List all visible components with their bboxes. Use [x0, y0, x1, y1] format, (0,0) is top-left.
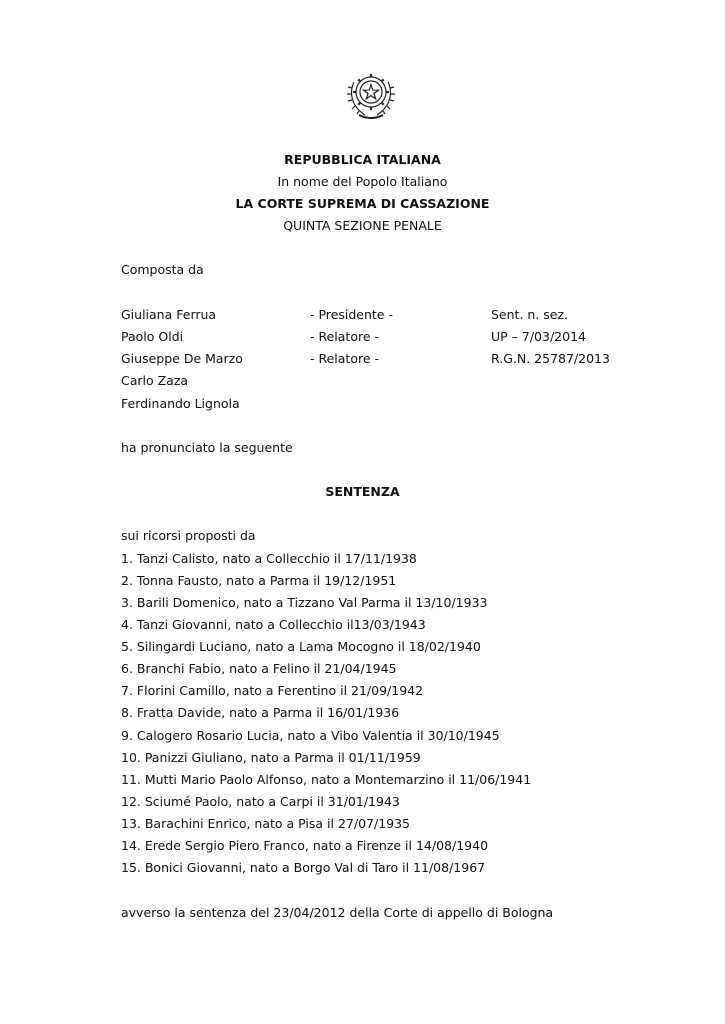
member-role: - Relatore - — [310, 351, 380, 366]
header-in-name: In nome del Popolo Italiano — [277, 174, 448, 189]
member-role: - Presidente - — [310, 307, 393, 322]
list-item: 15. Bonici Giovanni, nato a Borgo Val di Taro il 11/08/1967 — [121, 860, 486, 875]
case-info: UP – 7/03/2014 — [491, 329, 586, 344]
list-item: 1. Tanzi Calisto, nato a Collecchio il 17/11/1938 — [121, 551, 417, 566]
list-item: 9. Calogero Rosario Lucia, nato a Vibo Valentia il 30/10/1945 — [121, 728, 500, 743]
list-item: 6. Branchi Fabio, nato a Felino il 21/04/1945 — [121, 661, 397, 676]
list-item: 11. Mutti Mario Paolo Alfonso, nato a Montemarzino il 11/06/1941 — [121, 772, 532, 787]
member-name: Giuseppe De Marzo — [121, 351, 243, 366]
header-republic: REPUBBLICA ITALIANA — [284, 152, 441, 167]
case-info: Sent. n. sez. — [491, 307, 569, 322]
list-item: 10. Panizzi Giuliano, nato a Parma il 01/11/1959 — [121, 750, 421, 765]
appeals-intro: sui ricorsi proposti da — [121, 528, 256, 543]
list-item: 5. Silingardi Luciano, nato a Lama Mocogno il 18/02/1940 — [121, 639, 481, 654]
list-item: 8. Fratta Davide, nato a Parma il 16/01/1936 — [121, 705, 400, 720]
member-role: - Relatore - — [310, 329, 380, 344]
list-item: 14. Erede Sergio Piero Franco, nato a Firenze il 14/08/1940 — [121, 838, 489, 853]
composition-intro: Composta da — [121, 262, 204, 277]
member-name: Ferdinando Lignola — [121, 396, 240, 411]
pronounce-text: ha pronunciato la seguente — [121, 440, 293, 455]
against-text: avverso la sentenza del 23/04/2012 della Corte di appello di Bologna — [121, 905, 554, 920]
list-item: 7. Florini Camillo, nato a Ferentino il 21/09/1942 — [121, 683, 424, 698]
list-item: 4. Tanzi Giovanni, nato a Collecchio il13/03/1943 — [121, 617, 426, 632]
list-item: 2. Tonna Fausto, nato a Parma il 19/12/1951 — [121, 573, 397, 588]
header-court: LA CORTE SUPREMA DI CASSAZIONE — [235, 196, 490, 211]
member-name: Giuliana Ferrua — [121, 307, 217, 322]
member-name: Paolo Oldi — [121, 329, 184, 344]
italian-republic-emblem-icon — [345, 68, 397, 122]
case-info: R.G.N. 25787/2013 — [491, 351, 610, 366]
list-item: 13. Barachini Enrico, nato a Pisa il 27/07/1935 — [121, 816, 411, 831]
member-name: Carlo Zaza — [121, 373, 189, 388]
list-item: 3. Barili Domenico, nato a Tizzano Val Parma il 13/10/1933 — [121, 595, 488, 610]
list-item: 12. Sciumé Paolo, nato a Carpi il 31/01/1943 — [121, 794, 400, 809]
header-section: QUINTA SEZIONE PENALE — [283, 218, 442, 233]
sentence-title: SENTENZA — [325, 484, 400, 499]
